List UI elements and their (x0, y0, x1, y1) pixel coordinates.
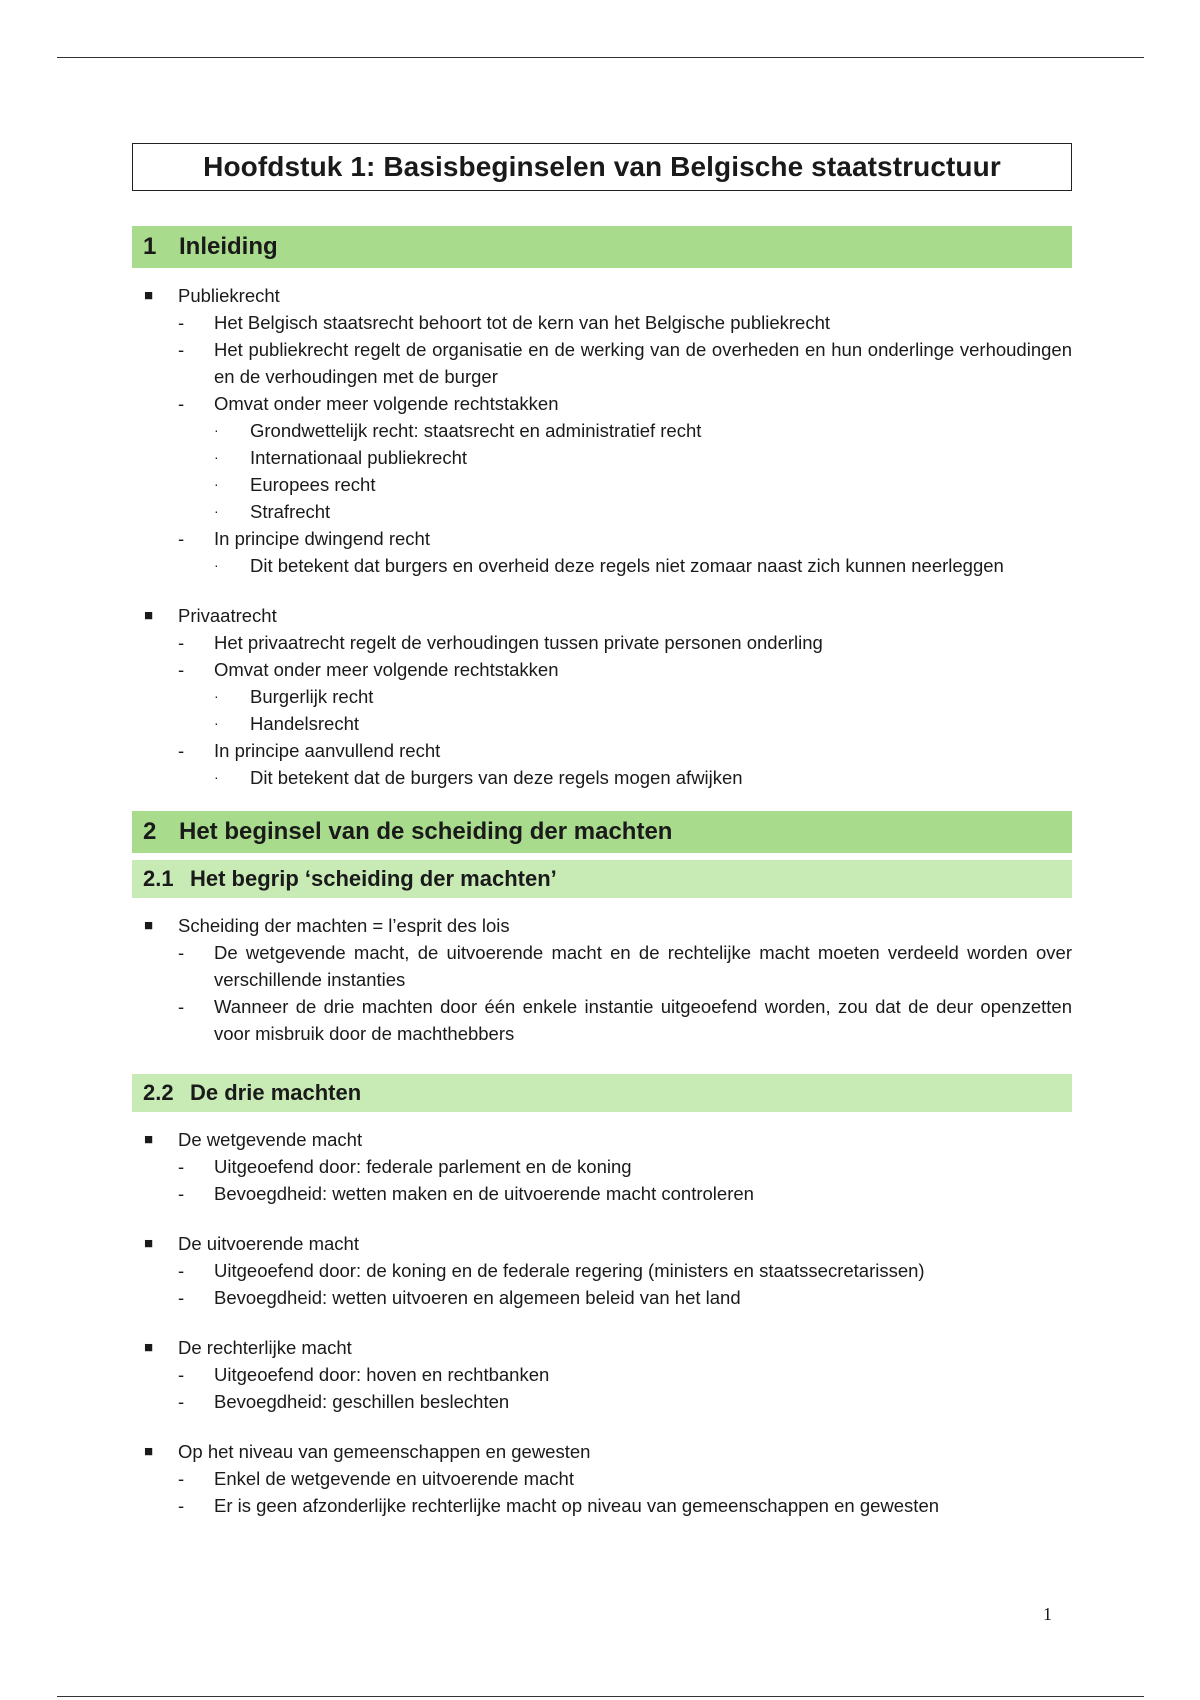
section-number: 2 (143, 818, 157, 845)
machten-list (132, 1126, 1072, 1519)
section-title: Het beginsel van de scheiding der machten (179, 818, 673, 845)
page-number: 1 (1043, 1604, 1052, 1624)
list-item: - In principe aanvullend recht · Dit betekent dat de burgers van deze regels mogen afwijken (178, 737, 1072, 791)
dot-icon: · (214, 503, 219, 519)
list-item: · Dit betekent dat burgers en overheid deze regels niet zomaar naast zich kunnen neerleggen (214, 552, 1072, 579)
list-item: · Strafrecht (214, 498, 1072, 525)
section-heading-2 (132, 811, 1072, 853)
dot-icon: · (214, 476, 219, 492)
dot-icon: · (214, 769, 219, 785)
document-body (132, 143, 1072, 1519)
list-item: - Uitgeoefend door: hoven en rechtbanken (178, 1361, 1072, 1388)
chapter-title: Hoofdstuk 1: Basisbeginselen van Belgische staatstructuur (132, 143, 1072, 191)
subsection-heading-2-1 (132, 860, 1072, 898)
dash-icon: - (178, 393, 185, 414)
list-item (132, 1230, 1072, 1311)
list-item (132, 602, 1072, 791)
header-rule (57, 57, 1144, 58)
bullet-icon: ■ (144, 1235, 154, 1252)
list-item (132, 1126, 1072, 1207)
footer-rule (57, 1696, 1144, 1697)
dot-icon: · (214, 688, 219, 704)
inleiding-list (132, 282, 1072, 791)
bullet-icon: ■ (144, 1131, 154, 1148)
list-item: · Burgerlijk recht (214, 683, 1072, 710)
subsection-number: 2.2 (143, 1080, 174, 1105)
list-item: · Europees recht (214, 471, 1072, 498)
bullet-icon: ■ (144, 607, 154, 624)
subsection-title: De drie machten (190, 1080, 362, 1105)
list-item: - De wetgevende macht, de uitvoerende macht en de rechtelijke macht moeten verdeeld worden over verschillende instanties (178, 939, 1072, 993)
dash-icon: - (178, 996, 185, 1017)
list-item: - Er is geen afzonderlijke rechterlijke macht op niveau van gemeenschappen en gewesten (178, 1492, 1072, 1519)
dash-icon: - (178, 632, 185, 653)
list-item: - Het Belgisch staatsrecht behoort tot de kern van het Belgische publiekrecht (178, 309, 1072, 336)
subsection-heading-2-2 (132, 1074, 1072, 1112)
list-item: - Omvat onder meer volgende rechtstakken · Burgerlijk recht · Handelsrecht (178, 656, 1072, 737)
list-item: · Dit betekent dat de burgers van deze regels mogen afwijken (214, 764, 1072, 791)
list-item: - Het publiekrecht regelt de organisatie en de werking van de overheden en hun onderlinge verhoudingen en de verhoudingen met de burger (178, 336, 1072, 390)
list-item: · Grondwettelijk recht: staatsrecht en administratief recht (214, 417, 1072, 444)
list-item: - Bevoegdheid: wetten uitvoeren en algemeen beleid van het land (178, 1284, 1072, 1311)
item-label: Scheiding der machten = l’esprit des lois (178, 915, 510, 936)
dot-icon: · (214, 422, 219, 438)
dot-icon: · (214, 557, 219, 573)
item-label: De wetgevende macht (178, 1129, 363, 1150)
item-label: De rechterlijke macht (178, 1337, 352, 1358)
bullet-icon: ■ (144, 1443, 154, 1460)
list-item: - In principe dwingend recht · Dit betekent dat burgers en overheid deze regels niet zomaar naast zich kunnen neerleggen (178, 525, 1072, 579)
dash-icon: - (178, 312, 185, 333)
dash-icon: - (178, 1364, 185, 1385)
section-number: 1 (143, 233, 157, 260)
dash-icon: - (178, 1495, 185, 1516)
dash-icon: - (178, 1183, 185, 1204)
dash-icon: - (178, 1156, 185, 1177)
dash-icon: - (178, 740, 185, 761)
list-item (132, 1334, 1072, 1415)
subsection-title: Het begrip ‘scheiding der machten’ (190, 866, 557, 891)
section-heading-1 (132, 226, 1072, 268)
list-item: · Handelsrecht (214, 710, 1072, 737)
item-label: Op het niveau van gemeenschappen en gewesten (178, 1441, 591, 1462)
dash-icon: - (178, 659, 185, 680)
dash-icon: - (178, 942, 185, 963)
item-label: Privaatrecht (178, 605, 277, 626)
list-item: - Het privaatrecht regelt de verhoudingen tussen private personen onderling (178, 629, 1072, 656)
dash-icon: - (178, 1287, 185, 1308)
bullet-icon: ■ (144, 1339, 154, 1356)
bullet-icon: ■ (144, 917, 154, 934)
dash-icon: - (178, 528, 185, 549)
dash-icon: - (178, 339, 185, 360)
item-label: Publiekrecht (178, 285, 280, 306)
list-item: - Bevoegdheid: geschillen beslechten (178, 1388, 1072, 1415)
list-item: - Bevoegdheid: wetten maken en de uitvoerende macht controleren (178, 1180, 1072, 1207)
list-item (132, 1438, 1072, 1519)
list-item: - Wanneer de drie machten door één enkele instantie uitgeoefend worden, zou dat de deur openzetten voor misbruik door de machthebbers (178, 993, 1072, 1047)
dash-icon: - (178, 1260, 185, 1281)
list-item: - Omvat onder meer volgende rechtstakken · Grondwettelijk recht: staatsrecht en administratief recht · Internationaal publiekrecht · Europees recht · Strafrecht (178, 390, 1072, 525)
dot-icon: · (214, 449, 219, 465)
list-item (132, 912, 1072, 1047)
dash-icon: - (178, 1391, 185, 1412)
list-item (132, 282, 1072, 579)
list-item: - Uitgeoefend door: federale parlement en de koning (178, 1153, 1072, 1180)
dot-icon: · (214, 715, 219, 731)
dash-icon: - (178, 1468, 185, 1489)
bullet-icon: ■ (144, 287, 154, 304)
subsection-number: 2.1 (143, 866, 174, 891)
section-title: Inleiding (179, 233, 278, 260)
begrip-list (132, 912, 1072, 1047)
list-item: - Uitgeoefend door: de koning en de federale regering (ministers en staatssecretarissen) (178, 1257, 1072, 1284)
list-item: - Enkel de wetgevende en uitvoerende macht (178, 1465, 1072, 1492)
list-item: · Internationaal publiekrecht (214, 444, 1072, 471)
item-label: De uitvoerende macht (178, 1233, 359, 1254)
